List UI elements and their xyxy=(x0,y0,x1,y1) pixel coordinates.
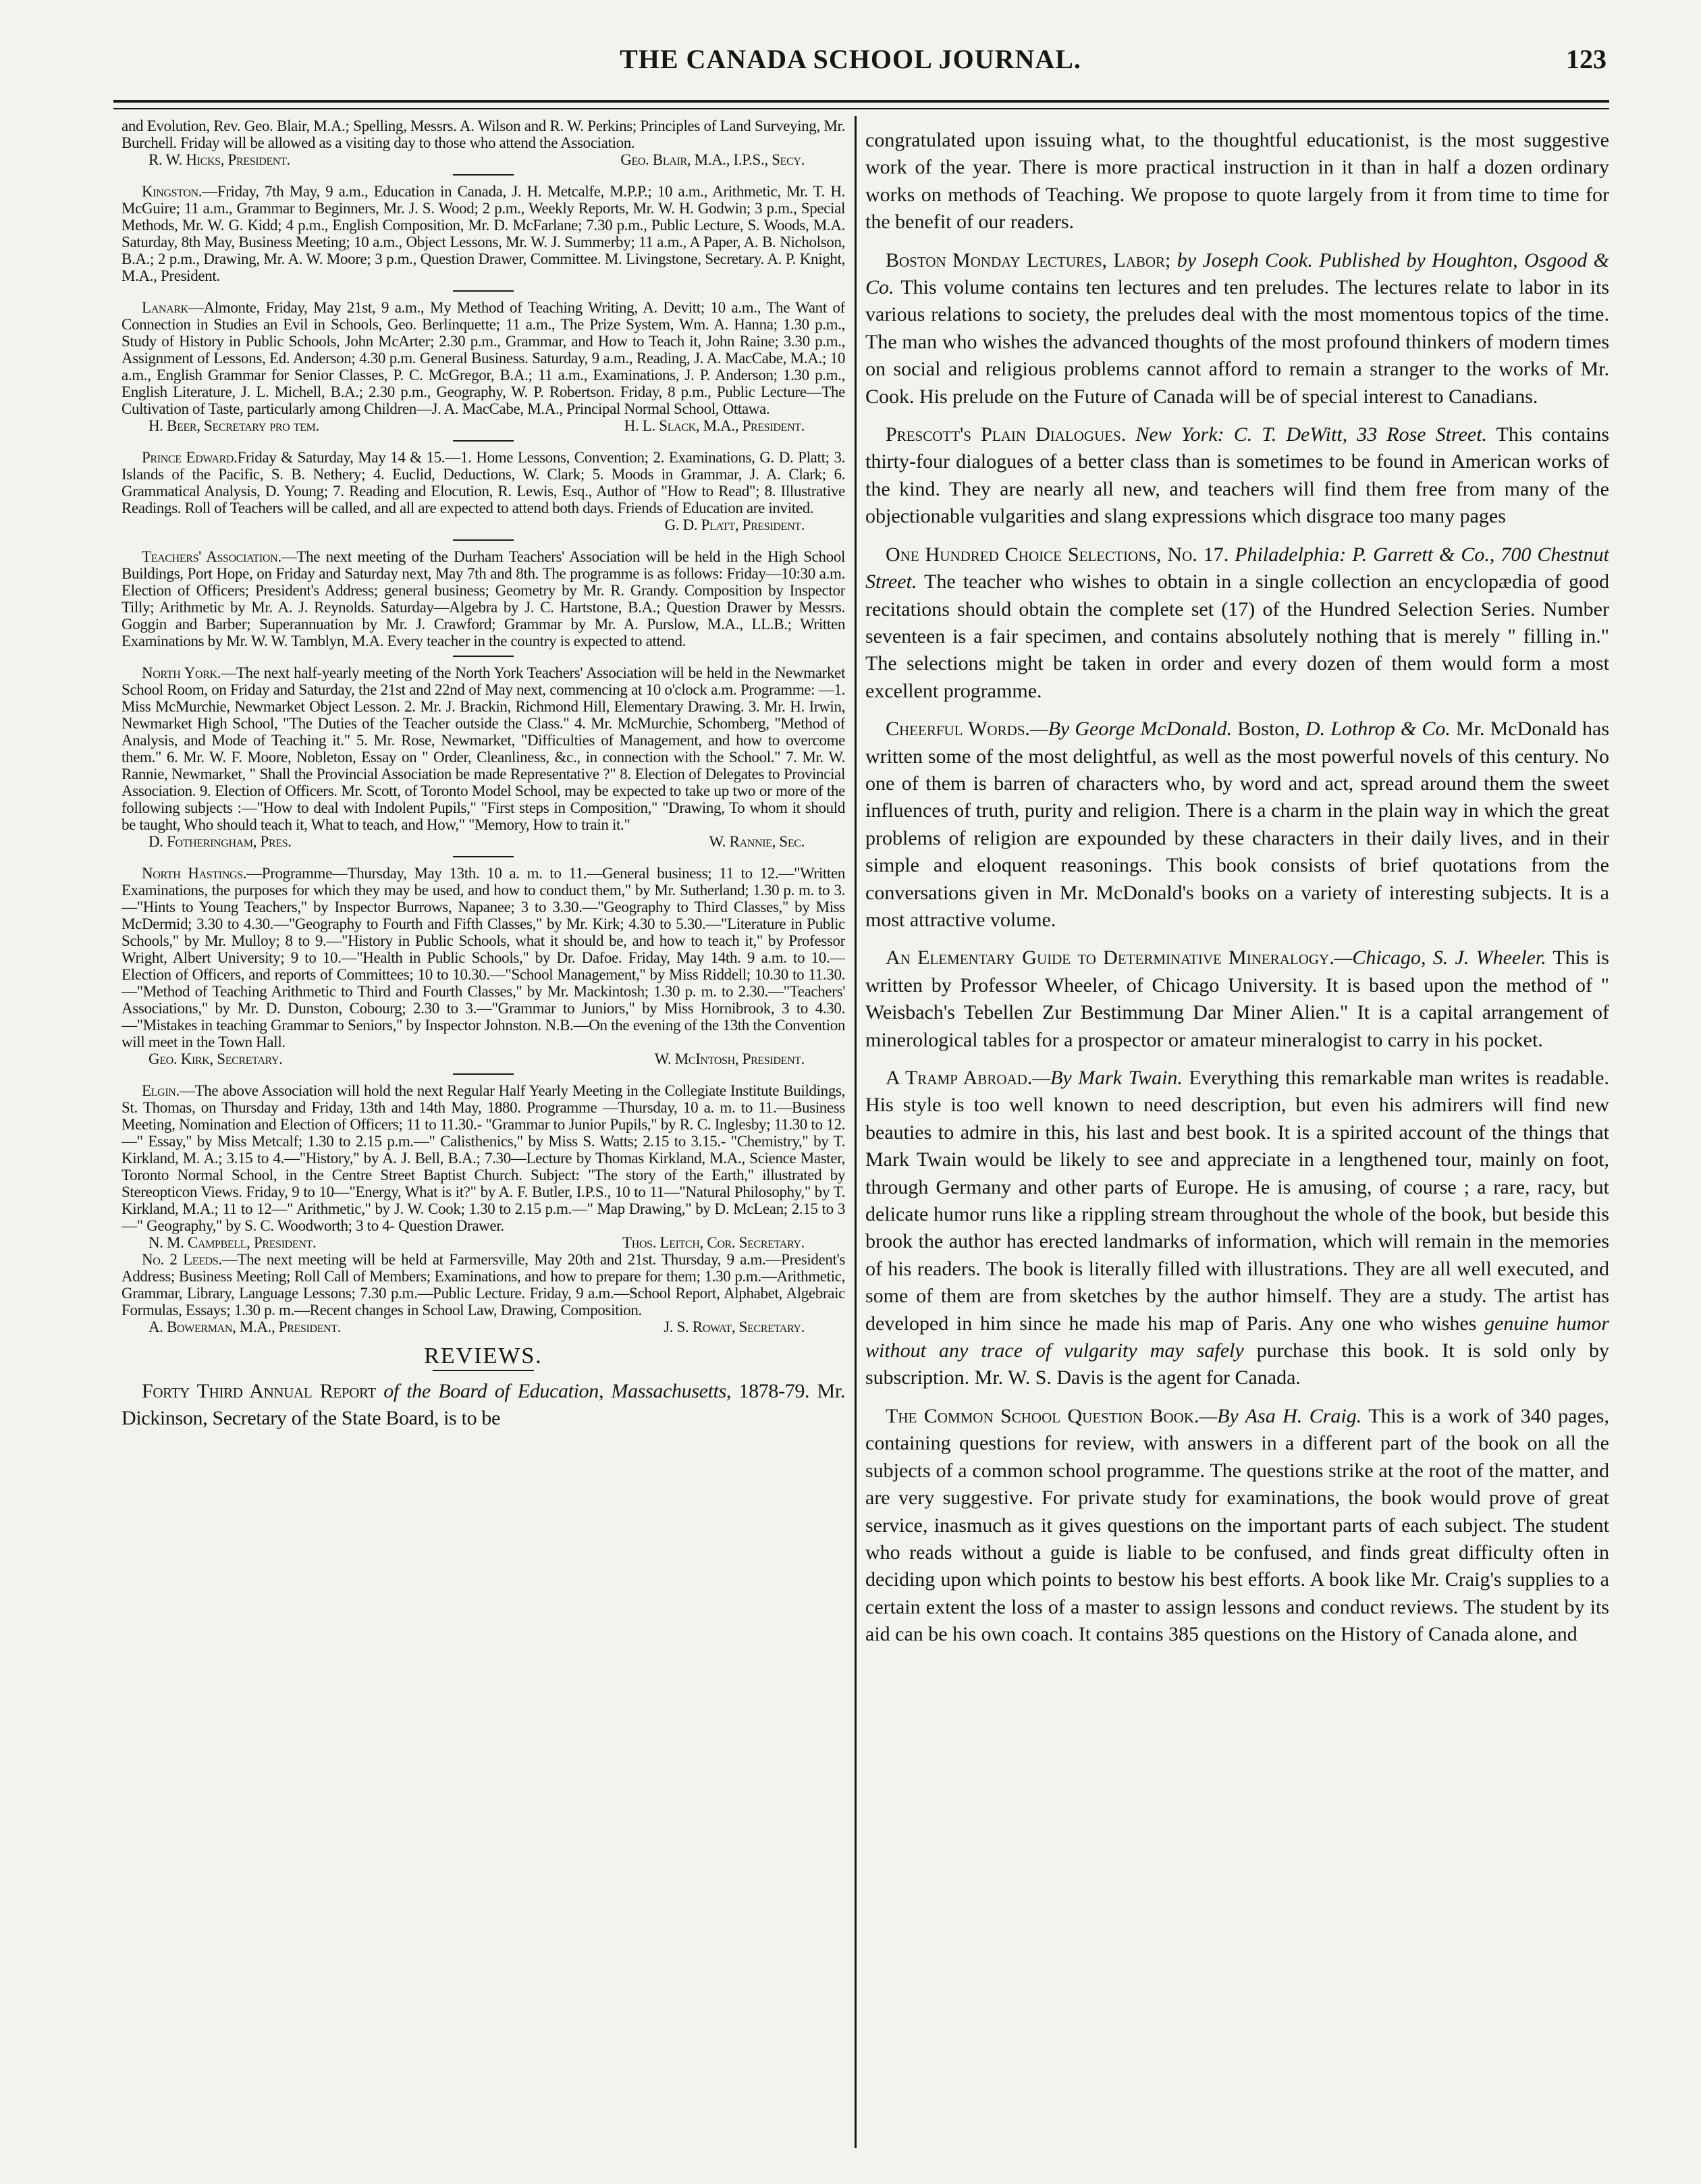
hicks-secretary: Geo. Blair, M.A., I.P.S., Secy. xyxy=(620,151,805,168)
header-rule xyxy=(113,100,1609,103)
cheerful-publisher: D. Lothrop & Co. xyxy=(1305,718,1451,741)
north-hastings-secretary: Geo. Kirk, Secretary. xyxy=(148,1050,283,1067)
separator xyxy=(453,174,514,176)
review-continuation: congratulated upon issuing what, to the thoughtful educationist, is the most suggestive work of the year. There is more practical instruction in it than in half a dozen ordinary works on methods of Teaching. We propose to quote largely from it from time to time for the benefit of our readers. xyxy=(865,129,1609,234)
mineralogy-body: This is written by Professor Wheeler, of Chicago University. It is based upon the method of " Weisbach's Tebellen Zur Bestimmung Dar Miner Alien." It is a capital arrangement of minerological tables for a prospector or amateur mineralogist to carry in his pocket. xyxy=(865,947,1609,1051)
forty-third-heading: Forty Third Annual Report xyxy=(142,1380,376,1402)
common-author: —By Asa H. Craig. xyxy=(1199,1404,1362,1427)
lanark-heading: Lanark xyxy=(142,299,188,316)
leeds-notice xyxy=(122,1251,845,1319)
separator xyxy=(453,290,514,292)
separator xyxy=(453,856,514,857)
leeds-body: —The next meeting will be held at Farmersville, May 20th and 21st. Thursday, 9 a.m.—President's Address; Business Meeting; Roll Call of Members; Examinations, and how to prepare for them; 1.30 p.m.—Arithmetic, Grammar, Library, Language Lessons; 7.30 p.m.—Public Lecture. Friday, 9 a.m.—School Report, Alphabet, Algebraic Formulas, Essays; 1.30 p. m.—Recent changes in School Law, Drawing, Composition. xyxy=(122,1251,845,1319)
common-body: This is a work of 340 pages, containing questions for review, with answers in a different part of the book on all the subjects of a common school programme. The questions strike at the root of the matter, and are very suggestive. For private study for examinations, the book would prove of great service, inasmuch as it gives questions on the important parts of each subject. The student who reads without a guide is liable to be confused, and finds great difficulty often in deciding upon which points to bestow his best efforts. A book like Mr. Craig's supplies to a certain extent the loss of a master to assign lessons and conduct reviews. The student by its aid can be his own coach. It contains 385 questions on the History of Canada alone, and xyxy=(865,1404,1609,1646)
elgin-notice xyxy=(122,1082,845,1234)
forty-third-body: 1878-79. Mr. Dickinson, Secretary of the State Board, is to be xyxy=(122,1380,845,1429)
boston-lectures-review xyxy=(865,247,1609,410)
lanark-president: H. L. Slack, M.A., President. xyxy=(624,417,805,434)
mineralogy-heading: An Elementary Guide to Determinative Mineralogy. xyxy=(886,947,1334,969)
prescott-dialogues-review xyxy=(865,421,1609,531)
north-hastings-president: W. McIntosh, President. xyxy=(654,1050,805,1067)
column-divider xyxy=(855,116,857,2148)
cheerful-body: Mr. McDonald has written some of the most delightful, as well as the most powerful novels of this century. No one of them is barren of characters who, by word and act, spread around them the sweet influences of truth, purity and religion. There is a charm in the plain way in which the great problems of religion are expounded by these characters in their daily lives, and in their simple and eloquent reasonings. This book consists of brief quotations from the conversations given in Mr. McDonald's books on a variety of interesting subjects. It is a most attractive volume. xyxy=(865,718,1609,931)
prince-edward-signature xyxy=(122,516,845,533)
hundred-selections-review xyxy=(865,541,1609,705)
mineralogy-review xyxy=(865,944,1609,1054)
elgin-signature xyxy=(122,1234,845,1251)
kingston-body: —Friday, 7th May, 9 a.m., Education in Canada, J. H. Metcalfe, M.P.P.; 10 a.m., Arithmetic, Mr. T. H. McGuire; 11 a.m., Grammar to Beginners, Mr. J. S. Wood; 2 p.m., Weekly Reports, Mr. W. H. Godwin; 3 p.m., Special Methods, Mr. W. G. Kidd; 4 p.m., English Composition, Mr. D. McFarlane; 7.30 p.m., Public Lecture, S. Woods, M.A. Saturday, 8th May, Business Meeting; 10 a.m., Object Lessons, Mr. W. J. Summerby; 11 a.m., A Paper, A. B. Nicholson, B.A.; 2 p.m., Drawing, Mr. A. W. Moore; 3 p.m., Question Drawer, Committee. M. Livingstone, Secretary. A. P. Knight, M.A., President. xyxy=(122,183,845,284)
reviews-heading: REVIEWS. xyxy=(424,1343,543,1368)
hicks-signature xyxy=(122,151,845,168)
hundred-heading: One Hundred Choice Selections, No. 17. xyxy=(886,543,1229,566)
boston-body: This volume contains ten lectures and ten preludes. The lectures relate to labor in its various relations to society, the preludes deal with the most momentous topics of the time. The man who wishes the advanced thoughts of the most profound thinkers of modern times on social and religious problems cannot afford to remain a stranger to the works of Mr. Cook. His prelude on the Future of Canada will be of special interest to Canadians. xyxy=(865,276,1609,408)
north-york-body: —The next half-yearly meeting of the North York Teachers' Association will be held in the Newmarket School Room, on Friday and Saturday, the 21st and 22nd of May next, commencing at 10 o'clock a.m. Programme: —1. Miss McMurchie, Newmarket Object Lesson. 2. Mr. J. Brackin, Richmond Hill, Elementary Drawing. 3. Mr. H. Irwin, Newmarket High School, "The Duties of the Teacher outside the Class." 4. Mr. McMurchie, Schomberg, "Method of Analysis, and Mode of Teaching it." 5. Mr. Rose, Newmarket, "Difficulties of Management, and how to overcome them." 6. Mr. W. F. Moore, Nobleton, Essay on " Order, Cleanliness, &c., in connection with the School." 7. Mr. W. Rannie, Newmarket, " Shall the Provincial Association be made Representative ?" 8. Election of Delegates to Provincial Association. 9. Election of Officers. Mr. Scott, of Toronto Model School, may be expected to take up two or more of the following subjects :—"How to deal with Indolent Pupils," "First steps in Composition," "Drawing, To whom it should be taught, Who should teach it, What to teach, and How," "Memory, How to train it." xyxy=(122,664,845,833)
mineralogy-publisher: —Chicago, S. J. Wheeler. xyxy=(1334,947,1546,969)
leeds-signature xyxy=(122,1319,845,1335)
lanark-notice xyxy=(122,299,845,417)
separator xyxy=(453,440,514,442)
journal-title: THE CANADA SCHOOL JOURNAL. xyxy=(620,44,1081,74)
tramp-abroad-review xyxy=(865,1065,1609,1392)
north-hastings-body: —Programme—Thursday, May 13th. 10 a. m. to 11.—General business; 11 to 12.—"Written Examinations, the purposes for which they may be used, and how to conduct them," by Mr. Sutherland; 1.30 p. m. to 3.—"Hints to Young Teachers," by Inspector Burrows, Napanee; 3 to 3.30.—"Geography to Third Classes," by Miss McDermid; 3.30 to 4.30.—"Geography to Fourth and Fifth Classes," by Mr. Kirk; 4.30 to 5.30.—"Literature in Public Schools," by Mr. Mulloy; 8 to 9.—"History in Public Schools, what it should be, and how to teach it," by Professor Wright, Albert University; 9 to 10.—"Health in Public Schools," by Dr. Dafoe. Friday, May 14th. 9 a.m. to 10.—Election of Officers, and reports of Committees; 10 to 10.30.—"School Management," by Miss Riddell; 10.30 to 11.30.—"Method of Teaching Arithmetic to Third and Fourth Classes," by Mr. Mackintosh; 1.30 p. m. to 2.30.—"Teachers' Associations," by Mr. D. Dunston, Cobourg; 2.30 to 3.—"Grammar to Juniors," by Miss Hornibrook, 3 to 4.30.—"Mistakes in teaching Grammar to Seniors," by Inspector Johnston. N.B.—On the evening of the 13th the Convention will meet in the Town Hall. xyxy=(122,865,845,1050)
elgin-heading: Elgin. xyxy=(142,1082,180,1099)
right-column xyxy=(865,127,1609,2152)
tramp-body-1: Everything this remarkable man writes is readable. His style is too well known to need description, but even his admirers will find new beauties to admire in this, his last and best book. It is a spirited account of the things that Mark Twain would be likely to see and appreciate in a lengthened tour, mainly on foot, through Germany and other parts of Europe. He is amusing, of course ; a rare, racy, but delicate humor runs like a rippling stream throughout the whole of the book, but beside this brook the author has erected landmarks of information, which will remain in the memories of his readers. The book is literally filled with illustrations. They are all well executed, and some of them are from sketches by the author himself. They are a study. The artist has developed in him since he made his map of Paris. Any one who wishes xyxy=(865,1067,1609,1335)
north-york-notice xyxy=(122,664,845,833)
north-york-secretary: W. Rannie, Sec. xyxy=(709,833,805,850)
tramp-body-2: purchase this book. It is sold only by subscription. Mr. W. S. Davis is the agent for Canada. xyxy=(865,1339,1609,1389)
lanark-secretary: H. Beer, Secretary pro tem. xyxy=(148,417,319,434)
boston-heading: Boston Monday Lectures, Labor; xyxy=(886,248,1171,271)
hicks-president: R. W. Hicks, President. xyxy=(148,151,290,168)
durham-body: —The next meeting of the Durham Teachers' Association will be held in the High School Buildings, Port Hope, on Friday and Saturday next, May 7th and 8th. The programme is as follows: Friday—10:30 a.m. Election of Officers; President's Address; general business; Geometry by Mr. R. Grandy. Composition by Inspector Tilly; Arithmetic by Mr. A. J. Reynolds. Saturday—Algebra by J. C. Hartstone, B.A.; Question Drawer by Messrs. Goggin and Barber; Superannuation by Mr. J. Crawford; Grammar by Mr. A. Purslow, M.A., LL.B.; Written Examinations by Mr. W. W. Tamblyn, M.A. Every teacher in the country is expected to attend. xyxy=(122,548,845,649)
north-york-signature xyxy=(122,833,845,850)
hundred-publisher: Philadelphia: P. Garrett & Co., 700 Chestnut Street. xyxy=(865,543,1609,593)
hundred-body: The teacher who wishes to obtain in a single collection an encyclopædia of good recitations should obtain the complete set (17) of the Hundred Selection Series. Number seventeen is a fair specimen, and contains absolutely nothing that is merely " filling in." The selections might be taken in order and every dozen of them would form a most excellent programme. xyxy=(865,570,1609,702)
tramp-heading: A Tramp Abroad. xyxy=(886,1067,1033,1089)
elgin-secretary: Thos. Leitch, Cor. Secretary. xyxy=(622,1234,805,1251)
left-column xyxy=(122,117,845,2156)
north-york-president: D. Fotheringham, Pres. xyxy=(148,833,292,850)
cheerful-place: Boston, xyxy=(1237,718,1300,741)
lanark-signature xyxy=(122,417,845,434)
elgin-president: N. M. Campbell, President. xyxy=(148,1234,317,1251)
leeds-secretary: J. S. Rowat, Secretary. xyxy=(664,1319,805,1335)
prince-edward-heading: Prince Edward. xyxy=(142,449,238,466)
cheerful-author: —By George McDonald. xyxy=(1029,718,1233,741)
north-hastings-notice xyxy=(122,865,845,1050)
tramp-author: —By Mark Twain. xyxy=(1032,1067,1183,1089)
cheerful-words-review xyxy=(865,716,1609,934)
north-hastings-signature xyxy=(122,1050,845,1067)
reviews-rule xyxy=(433,1370,534,1371)
kingston-heading: Kingston. xyxy=(142,183,202,200)
durham-notice xyxy=(122,548,845,649)
lanark-body: —Almonte, Friday, May 21st, 9 a.m., My Method of Teaching Writing, A. Devitt; 10 a.m., The Want of Connection in Studies an Evil in Schools, Geo. Berlinquette; 11 a.m., The Prize System, Wm. A. Hanna; 1.30 p.m., Study of History in Public Schools, John McArter; 2.30 p.m., Grammar, and How to Teach it, John Raine; 3.30 p.m., Assignment of Lessons, Ed. Anderson; 4.30 p.m. General Business. Saturday, 9 a.m., Reading, J. A. MacCabe, M.A.; 10 a.m., English Grammar for Senior Classes, P. C. McGregor, B.A.; 11 a.m., Examinations, J. P. Anderson; 1.30 p.m., English Literature, J. L. Michell, B.A.; 2.30 p.m., Geography, W. P. Robertson. Friday, 8 p.m., Public Lecture—The Cultivation of Taste, particularly among Children—J. A. MacCabe, M.A., Principal Normal School, Ottawa. xyxy=(122,299,845,417)
page-number: 123 xyxy=(1566,44,1606,74)
forty-third-source: of the Board of Education, Massachusetts, xyxy=(383,1380,732,1402)
separator xyxy=(453,539,514,541)
forty-third-report-review xyxy=(122,1378,845,1432)
leeds-heading: No. 2 Leeds. xyxy=(142,1251,222,1268)
separator xyxy=(453,656,514,657)
common-school-review xyxy=(865,1403,1609,1649)
durham-heading: Teachers' Association. xyxy=(142,548,281,565)
common-heading: The Common School Question Book. xyxy=(886,1404,1199,1427)
north-hastings-heading: North Hastings. xyxy=(142,865,247,882)
prescott-body: This contains thirty-four dialogues of a better class than is sometimes to be found in American works of the kind. They are nearly all new, and teachers will find them free from many of the objectionable vulgarities and slang expressions which disgrace too many pages xyxy=(865,423,1609,528)
prescott-heading: Prescott's Plain Dialogues. xyxy=(886,423,1127,446)
tramp-italic-phrase: genuine humor without any trace of vulgarity may safely xyxy=(865,1312,1609,1362)
leeds-president: A. Bowerman, M.A., President. xyxy=(148,1319,342,1335)
prince-edward-body: Friday & Saturday, May 14 & 15.—1. Home Lessons, Convention; 2. Examinations, G. D. Platt; 3. Islands of the Pacific, S. B. Nethery; 4. Euclid, Deductions, W. Clark; 5. Moods in Grammar, J. A. Clark; 6. Grammatical Analysis, D. Young; 7. Reading and Elocution, R. Lewis, Esq., Author of "How to Read"; 8. Illustrative Readings. Roll of Teachers will be called, and all are expected to attend both days. Friends of Education are invited. xyxy=(122,449,845,516)
header-rule-thin xyxy=(113,108,1609,109)
prescott-publisher: New York: C. T. DeWitt, 33 Rose Street. xyxy=(1135,423,1488,446)
cheerful-heading: Cheerful Words. xyxy=(886,718,1030,741)
elgin-body: —The above Association will hold the next Regular Half Yearly Meeting in the Collegiate Institute Buildings, St. Thomas, on Thursday and Friday, 13th and 14th May, 1880. Programme —Thursday, 10 a. m. to 11.—Business Meeting, Nomination and Election of Officers; 11 to 11.30.- "Grammar to Junior Pupils," by R. C. Inglesby; 11.30 to 12.—" Essay," by Miss Metcalf; 1.30 to 2.15 p.m.—" Calisthenics," by Miss S. Watts; 2.15 to 3.15.- "Chemistry," by T. Kirkland, M. A.; 3.15 to 4.—"History," by A. J. Bell, B.A.; 7.30—Lecture by Thomas Kirkland, M.A., Science Master, Toronto Normal School, in the Centre Street Baptist Church. Subject: "The story of the Earth," illustrated by Stereopticon Views. Friday, 9 to 10—"Energy, What is it?" by A. F. Butler, I.P.S., 10 to 11—"Natural Philosophy," by T. Kirkland, M.A.; 11 to 12—" Arithmetic," by J. W. Cook; 1.30 to 2.15 p.m.—" Map Drawing," by D. McLean; 2.15 to 3—" Geography," by S. C. Woodworth; 3 to 4- Question Drawer. xyxy=(122,1082,845,1234)
north-york-heading: North York. xyxy=(142,664,221,681)
prince-edward-president: G. D. Platt, President. xyxy=(664,516,805,533)
kingston-notice xyxy=(122,183,845,284)
separator xyxy=(453,1073,514,1075)
hicks-paragraph: and Evolution, Rev. Geo. Blair, M.A.; Spelling, Messrs. A. Wilson and R. W. Perkins; Principles of Land Surveying, Mr. Burchell. Friday will be allowed as a visiting day to those who attend the Association. xyxy=(122,117,845,151)
boston-publisher: by Joseph Cook. Published by Houghton, Osgood & Co. xyxy=(865,248,1609,299)
prince-edward-notice xyxy=(122,449,845,516)
